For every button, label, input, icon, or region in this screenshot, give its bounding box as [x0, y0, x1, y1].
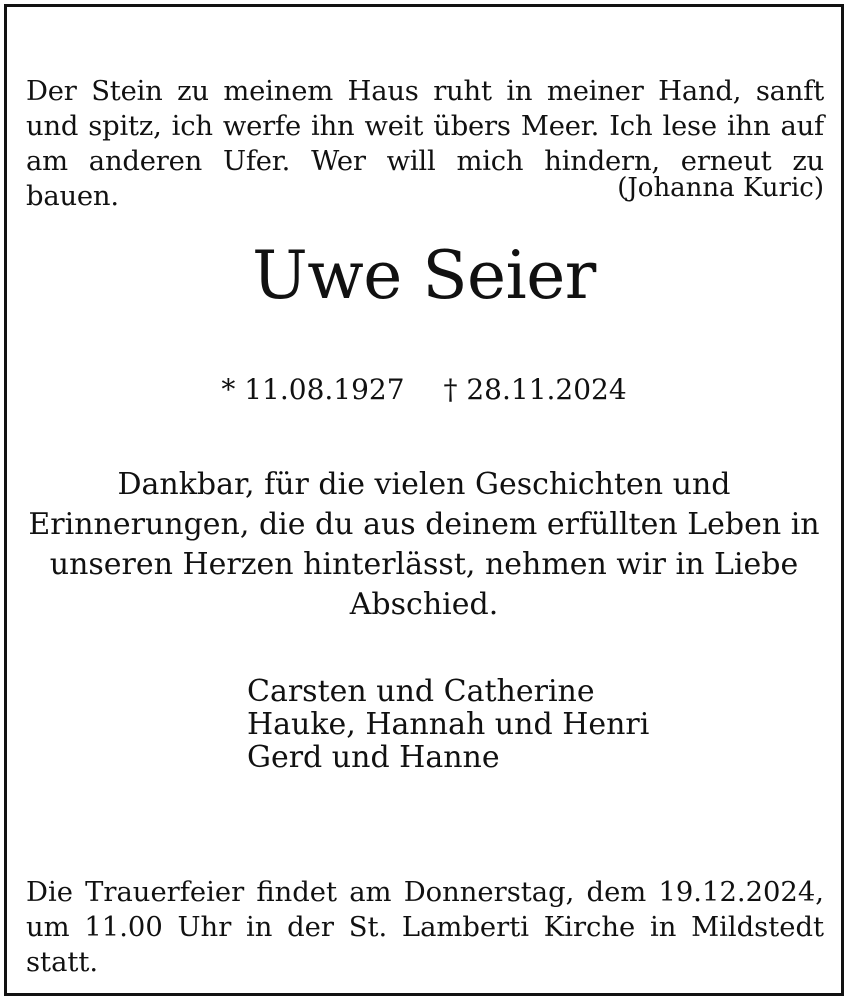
life-dates — [0, 370, 848, 410]
ceremony-notice: Die Trauerfeier findet am Donnerstag, dem 19.12.2024, um 11.00 Uhr in der St. Lamberti Kirche in Mildstedt statt. — [26, 877, 824, 978]
death-date: † 28.11.2024 — [443, 373, 627, 406]
quote-author: (Johanna Kuric) — [617, 173, 824, 203]
birth-date: * 11.08.1927 — [221, 373, 405, 406]
farewell-text: Dankbar, für die vielen Geschichten und Erinnerungen, die du aus deinem erfüllten Leben in unseren Herzen hinterlässt, nehmen wir in Liebe Abschied. — [28, 467, 820, 622]
mourner-line: Carsten und Catherine — [247, 674, 595, 709]
mourner-line: Gerd und Hanne — [247, 740, 500, 775]
quote-text: Der Stein zu meinem Haus ruht in meiner Hand, sanft und spitz, ich werfe ihn weit übers Meer. Ich lese ihn auf am anderen Ufer. Wer will mich hindern, erneut zu bauen. — [26, 76, 824, 212]
deceased-name: Uwe Seier — [252, 237, 596, 314]
mourners-list — [247, 675, 649, 774]
mourner-line: Hauke, Hannah und Henri — [247, 707, 650, 742]
